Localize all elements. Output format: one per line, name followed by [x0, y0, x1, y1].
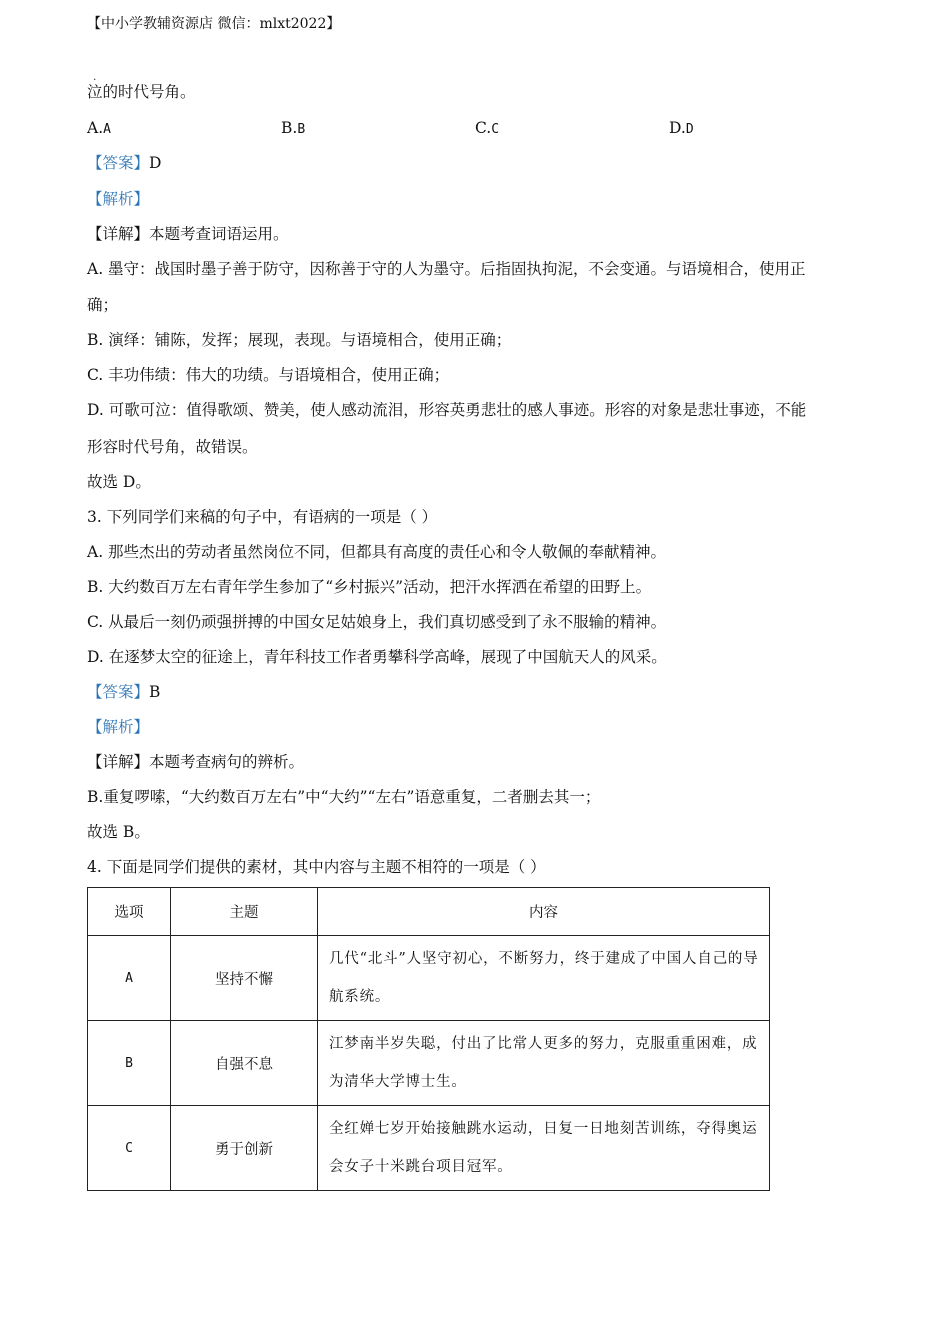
option-b-label: B.: [281, 119, 298, 137]
table-row: [88, 1021, 770, 1106]
row-content: 几代“北斗”人坚守初心，不断努力，终于建成了中国人自己的导航系统。: [318, 936, 770, 1021]
page-header: 【中小学教辅资源店 微信：mlxt2022】: [87, 16, 341, 32]
row-content: 全红婵七岁开始接触跳水运动，日复一日地刻苦训练，夺得奥运会女子十米跳台项目冠军。: [318, 1106, 770, 1191]
option-b-value: B: [297, 122, 306, 137]
q2-analysis-line: 确；: [87, 296, 119, 314]
header-content: 内容: [318, 888, 770, 936]
q3-analysis-line: B.重复啰嗦，“大约数百万左右”中“大约”“左右”语意重复，二者删去其一；: [87, 788, 601, 806]
option-b: [281, 118, 305, 140]
row-theme: 勇于创新: [171, 1106, 318, 1191]
detail-text: 本题考查词语运用。: [149, 225, 289, 243]
question-3-option: B. 大约数百万左右青年学生参加了“乡村振兴”活动，把汗水挥洒在希望的田野上。: [87, 578, 652, 596]
question-3-option: C. 从最后一刻仍顽强拼搏的中国女足姑娘身上，我们真切感受到了永不服输的精神。: [87, 613, 667, 631]
table-row: [88, 1106, 770, 1191]
question-2-tail-text: 的时代号角。: [102, 83, 196, 101]
answer-tag: 【答案】: [87, 154, 150, 172]
question-3-stem: 3. 下列同学们来稿的句子中，有语病的一项是（ ）: [87, 508, 438, 526]
q2-answer: [87, 153, 161, 173]
q2-analysis-line: A. 墨守：战国时墨子善于防守，因称善于守的人为墨守。后指固执拘泥，不会变通。与语境相合，使用正: [87, 260, 806, 278]
option-d-label: D.: [669, 119, 686, 137]
table-row: [88, 936, 770, 1021]
answer-value: D: [149, 154, 162, 172]
q2-analysis-line: B. 演绎：铺陈，发挥；展现，表现。与语境相合，使用正确；: [87, 331, 512, 349]
table-header-row: [88, 888, 770, 936]
option-a-label: A.: [87, 119, 104, 137]
row-option: A: [88, 936, 171, 1021]
row-option: B: [88, 1021, 171, 1106]
q3-answer: [87, 682, 160, 702]
option-d: [669, 118, 694, 140]
option-d-value: D: [685, 122, 694, 137]
emphasis-char-text: 泣: [87, 83, 103, 101]
q2-analysis-line: C. 丰功伟绩：伟大的功绩。与语境相合，使用正确；: [87, 366, 450, 384]
q3-detail: [87, 752, 304, 772]
option-a: [87, 118, 111, 140]
row-option: C: [88, 1106, 171, 1191]
question-2-tail: [87, 72, 196, 102]
question-3-option: A. 那些杰出的劳动者虽然岗位不同，但都具有高度的责任心和令人敬佩的奉献精神。: [87, 543, 667, 561]
q2-conclusion: 故选 D。: [87, 473, 151, 491]
answer-tag: 【答案】: [87, 683, 150, 701]
row-content: 江梦南半岁失聪，付出了比常人更多的努力，克服重重困难，成为清华大学博士生。: [318, 1021, 770, 1106]
option-c-label: C.: [475, 119, 492, 137]
q3-conclusion: 故选 B。: [87, 823, 150, 841]
option-c-value: C: [491, 122, 500, 137]
material-table: [87, 887, 770, 1191]
detail-text: 本题考查病句的辨析。: [149, 753, 305, 771]
row-theme: 坚持不懈: [171, 936, 318, 1021]
header-option: 选项: [88, 888, 171, 936]
q2-analysis-line: 形容时代号角，故错误。: [87, 438, 258, 456]
detail-tag: 【详解】: [87, 753, 150, 771]
q2-detail: [87, 224, 289, 244]
emphasis-dot: .: [93, 72, 97, 83]
option-c: [475, 118, 499, 140]
header-theme: 主题: [171, 888, 318, 936]
option-a-value: A: [103, 122, 111, 137]
row-theme: 自强不息: [171, 1021, 318, 1106]
q2-analysis-line: D. 可歌可泣：值得歌颂、赞美，使人感动流泪，形容英勇悲壮的感人事迹。形容的对象是悲壮事迹，不能: [87, 401, 807, 419]
question-3-option: D. 在逐梦太空的征途上，青年科技工作者勇攀科学高峰，展现了中国航天人的风采。: [87, 648, 667, 666]
answer-value: B: [149, 683, 161, 701]
question-4-stem: 4. 下面是同学们提供的素材，其中内容与主题不相符的一项是（ ）: [87, 858, 546, 876]
q3-analysis-tag: 【解析】: [87, 718, 150, 736]
q2-analysis-tag: 【解析】: [87, 190, 150, 208]
emphasis-char: [87, 72, 103, 102]
detail-tag: 【详解】: [87, 225, 150, 243]
